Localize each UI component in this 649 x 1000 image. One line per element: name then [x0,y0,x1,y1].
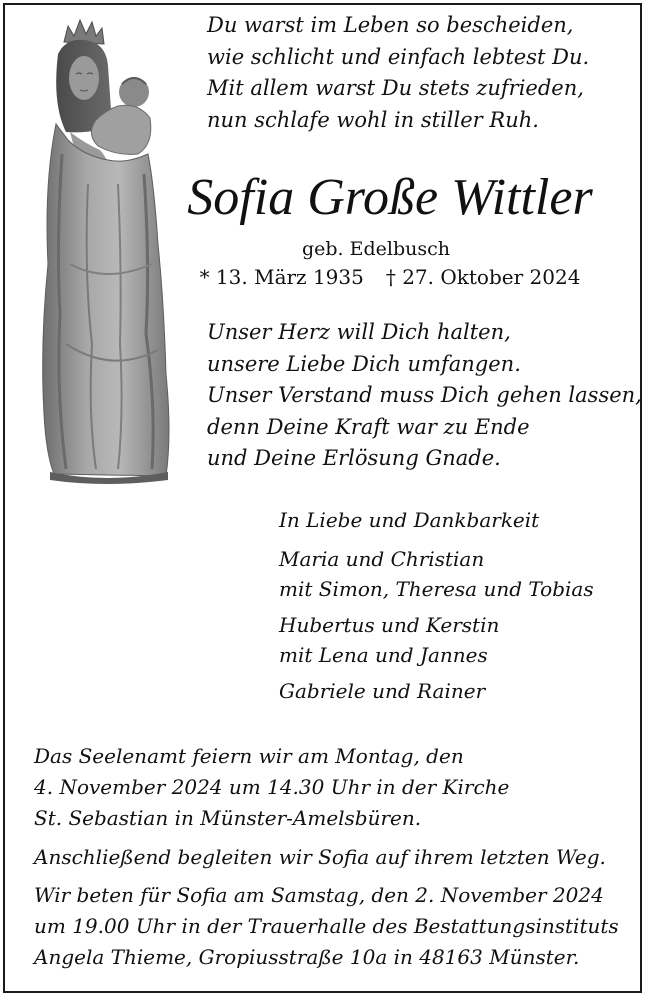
mourner-line: mit Simon, Theresa und Tobias [279,577,594,601]
mourners-intro: In Liebe und Dankbarkeit [279,508,540,532]
death-date: † 27. Oktober 2024 [385,265,581,289]
burial-info [34,842,606,873]
mourner-line: Maria und Christian [279,547,485,571]
verse-line: Unser Verstand muss Dich gehen lassen, [207,383,642,407]
mourner-line: Hubertus und Kerstin [279,613,500,637]
service-line: Anschließend begleiten wir Sofia auf ihrem letzten Weg. [34,845,606,869]
verse-line: unsere Liebe Dich umfangen. [207,351,521,376]
birth-date: * 13. März 1935 [199,265,364,289]
mourner-line: mit Lena und Jannes [279,643,488,667]
mourner-line: Gabriele und Rainer [279,679,486,703]
service-line: Wir beten für Sofia am Samstag, den 2. November 2024 [34,883,604,907]
service-line: 4. November 2024 um 14.30 Uhr in der Kirche [34,775,510,799]
life-dates [160,262,620,292]
verse-line: Mit allem warst Du stets zufrieden, [207,76,584,100]
verse-middle [207,317,642,475]
verse-line: Unser Herz will Dich halten, [207,320,511,344]
maiden-name: geb. Edelbusch [301,238,451,260]
service-line: St. Sebastian in Münster-Amelsbüren. [34,806,422,830]
mourner-group [279,610,594,670]
deceased-name: Sofia Große Wittler [187,169,593,226]
service-line: Angela Thieme, Gropiusstraße 10a in 48163 Münster. [34,945,580,969]
verse-line: wie schlicht und einfach lebtest Du. [207,44,590,69]
verse-line: und Deine Erlösung Gnade. [207,446,501,470]
service-line: um 19.00 Uhr in der Trauerhalle des Bestattungsinstituts [34,914,619,938]
prayer-info [34,880,619,973]
verse-top [207,10,589,136]
mourners [279,502,594,706]
verse-line: denn Deine Kraft war zu Ende [207,414,530,439]
mourner-group [279,544,594,604]
service-line: Das Seelenamt feiern wir am Montag, den [34,744,464,768]
madonna-statue-icon [26,14,176,484]
verse-line: Du warst im Leben so bescheiden, [207,13,574,37]
requiem-info [34,741,509,834]
verse-line: nun schlafe wohl in stiller Ruh. [207,107,539,132]
mourner-group [279,676,594,706]
